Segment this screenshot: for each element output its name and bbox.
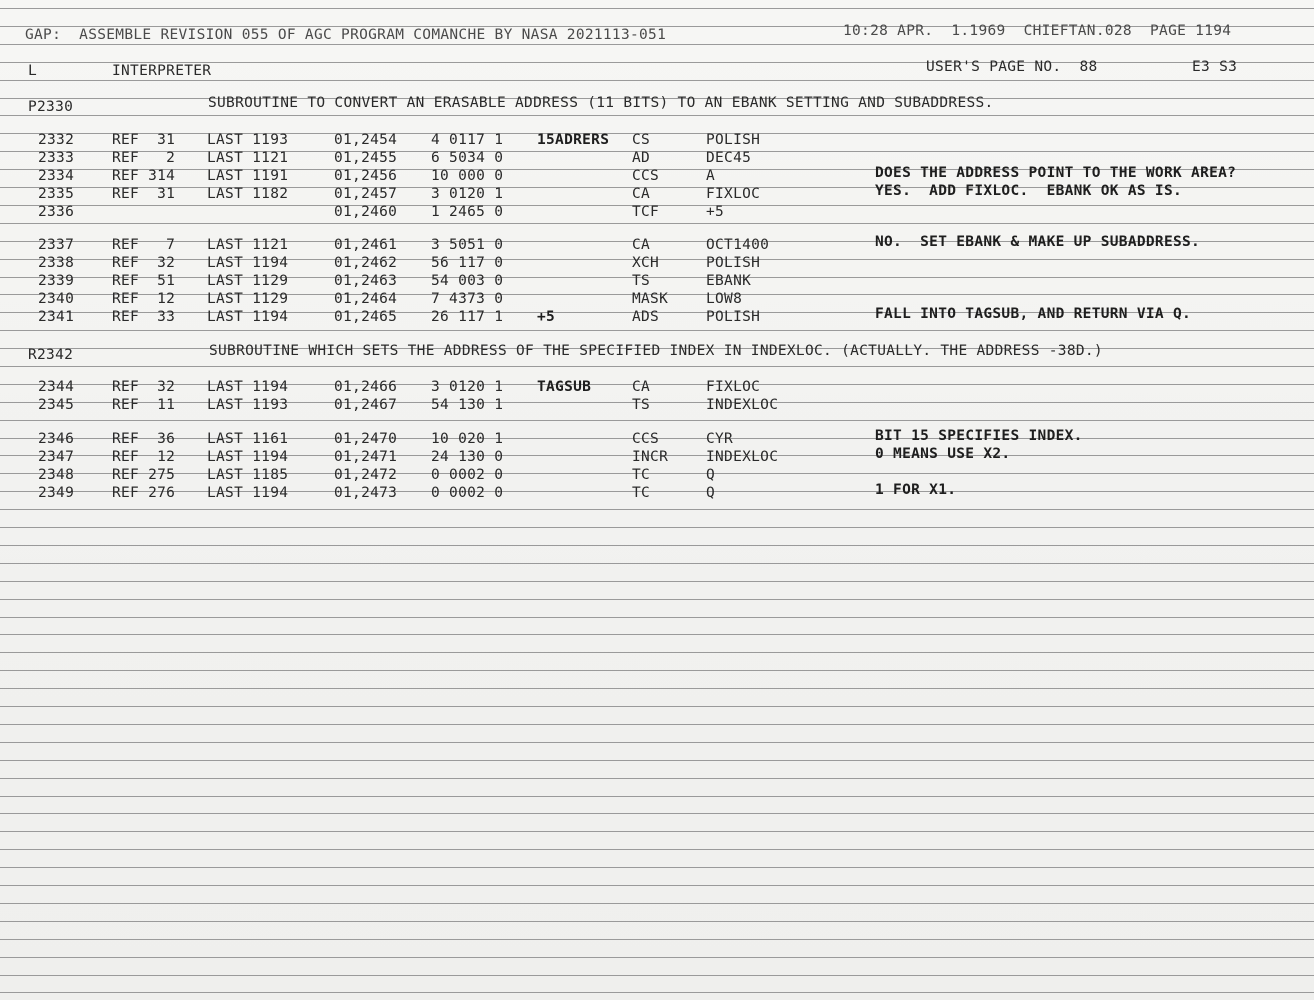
row-octal-code: 0 0002 0 <box>431 485 504 501</box>
row-octal-code: 0 0002 0 <box>431 467 504 483</box>
row-octal-code: 56 117 0 <box>431 255 504 271</box>
row-address: 01,2455 <box>334 150 398 166</box>
row-operand: DEC45 <box>706 150 752 166</box>
ruled-line <box>0 796 1314 797</box>
row-address: 01,2466 <box>334 379 398 395</box>
row-operand: INDEXLOC <box>706 449 779 465</box>
ruled-line <box>0 813 1314 814</box>
row-operand: CYR <box>706 431 734 447</box>
ruled-line <box>0 724 1314 725</box>
row-address: 01,2465 <box>334 309 398 325</box>
row-address: 01,2462 <box>334 255 398 271</box>
row-opcode: TS <box>632 273 651 289</box>
row-last: LAST 1182 <box>207 186 289 202</box>
ruled-line <box>0 634 1314 635</box>
row-address: 01,2464 <box>334 291 398 307</box>
row-opcode: INCR <box>632 449 669 465</box>
row-line-number: 2333 <box>38 150 75 166</box>
ruled-line <box>0 527 1314 528</box>
row-ref: REF 31 <box>112 132 176 148</box>
row-opcode: XCH <box>632 255 660 271</box>
row-opcode: CCS <box>632 168 660 184</box>
row-comment: YES. ADD FIXLOC. EBANK OK AS IS. <box>875 183 1183 199</box>
row-opcode: CCS <box>632 431 660 447</box>
ruled-line <box>0 885 1314 886</box>
ruled-line <box>0 133 1314 134</box>
row-opcode: CS <box>632 132 651 148</box>
row-line-number: 2346 <box>38 431 75 447</box>
row-ref: REF 31 <box>112 186 176 202</box>
header-right: 10:28 APR. 1.1969 CHIEFTAN.028 PAGE 1194 <box>843 23 1232 39</box>
row-octal-code: 1 2465 0 <box>431 204 504 220</box>
row-line-number: 2345 <box>38 397 75 413</box>
row-ref: REF 276 <box>112 485 176 501</box>
ruled-line <box>0 867 1314 868</box>
row-octal-code: 24 130 0 <box>431 449 504 465</box>
ruled-line <box>0 581 1314 582</box>
row-octal-code: 3 5051 0 <box>431 237 504 253</box>
ruled-line <box>0 849 1314 850</box>
ruled-line <box>0 420 1314 421</box>
row-line-number: 2344 <box>38 379 75 395</box>
row-ref: REF 33 <box>112 309 176 325</box>
row-opcode: TC <box>632 467 651 483</box>
row-comment: NO. SET EBANK & MAKE UP SUBADDRESS. <box>875 234 1201 250</box>
row-address: 01,2467 <box>334 397 398 413</box>
row-opcode: TC <box>632 485 651 501</box>
ruled-line <box>0 330 1314 331</box>
ruled-line <box>0 491 1314 492</box>
ruled-line <box>0 975 1314 976</box>
ruled-line <box>0 384 1314 385</box>
row-address: 01,2456 <box>334 168 398 184</box>
row-line-number: 2341 <box>38 309 75 325</box>
row-octal-code: 6 5034 0 <box>431 150 504 166</box>
row-octal-code: 3 0120 1 <box>431 186 504 202</box>
row-operand: POLISH <box>706 255 761 271</box>
row-last: LAST 1161 <box>207 431 289 447</box>
ruled-line <box>0 617 1314 618</box>
row-operand: Q <box>706 485 716 501</box>
ruled-line <box>0 939 1314 940</box>
row-comment: FALL INTO TAGSUB, AND RETURN VIA Q. <box>875 306 1192 322</box>
block2-title: SUBROUTINE WHICH SETS THE ADDRESS OF THE SPECIFIED INDEX IN INDEXLOC. (ACTUALLY. THE ADDRESS -38D.) <box>209 343 1103 359</box>
row-last: LAST 1193 <box>207 397 289 413</box>
ruled-line <box>0 8 1314 9</box>
ruled-line <box>0 760 1314 761</box>
row-operand: LOW8 <box>706 291 743 307</box>
row-octal-code: 4 0117 1 <box>431 132 504 148</box>
row-address: 01,2471 <box>334 449 398 465</box>
row-comment: DOES THE ADDRESS POINT TO THE WORK AREA? <box>875 165 1237 181</box>
ruled-line <box>0 80 1314 81</box>
row-octal-code: 26 117 1 <box>431 309 504 325</box>
row-operand: EBANK <box>706 273 752 289</box>
row-address: 01,2460 <box>334 204 398 220</box>
subheader-section: INTERPRETER <box>112 63 212 79</box>
row-ref: REF 275 <box>112 467 176 483</box>
subheader-code: L <box>28 63 38 79</box>
ruled-line <box>0 402 1314 403</box>
row-ref: REF 11 <box>112 397 176 413</box>
row-operand: POLISH <box>706 132 761 148</box>
row-line-number: 2336 <box>38 204 75 220</box>
row-label: TAGSUB <box>537 379 592 395</box>
row-line-number: 2337 <box>38 237 75 253</box>
ruled-line <box>0 151 1314 152</box>
ruled-line <box>0 277 1314 278</box>
row-octal-code: 54 130 1 <box>431 397 504 413</box>
row-operand: OCT1400 <box>706 237 770 253</box>
row-octal-code: 54 003 0 <box>431 273 504 289</box>
row-operand: +5 <box>706 204 725 220</box>
row-operand: A <box>706 168 716 184</box>
row-octal-code: 10 020 1 <box>431 431 504 447</box>
header-left: GAP: ASSEMBLE REVISION 055 OF AGC PROGRAM COMANCHE BY NASA 2021113-051 <box>25 27 667 43</box>
row-label: +5 <box>537 309 556 325</box>
subheader-tags: E3 S3 <box>1192 59 1238 75</box>
ruled-line <box>0 115 1314 116</box>
block2-id: R2342 <box>28 347 74 363</box>
row-operand: FIXLOC <box>706 379 761 395</box>
row-last: LAST 1191 <box>207 168 289 184</box>
row-last: LAST 1194 <box>207 485 289 501</box>
ruled-line <box>0 366 1314 367</box>
row-line-number: 2348 <box>38 467 75 483</box>
row-last: LAST 1194 <box>207 449 289 465</box>
ruled-line <box>0 652 1314 653</box>
ruled-line <box>0 778 1314 779</box>
row-last: LAST 1194 <box>207 379 289 395</box>
row-octal-code: 10 000 0 <box>431 168 504 184</box>
row-address: 01,2473 <box>334 485 398 501</box>
ruled-line <box>0 992 1314 993</box>
block1-id: P2330 <box>28 99 74 115</box>
row-opcode: MASK <box>632 291 669 307</box>
row-line-number: 2340 <box>38 291 75 307</box>
row-last: LAST 1194 <box>207 309 289 325</box>
row-operand: FIXLOC <box>706 186 761 202</box>
ruled-line <box>0 44 1314 45</box>
row-opcode: TS <box>632 397 651 413</box>
row-line-number: 2347 <box>38 449 75 465</box>
ruled-line <box>0 742 1314 743</box>
row-ref: REF 12 <box>112 291 176 307</box>
row-address: 01,2457 <box>334 186 398 202</box>
row-last: LAST 1121 <box>207 237 289 253</box>
row-ref: REF 2 <box>112 150 176 166</box>
row-opcode: CA <box>632 237 651 253</box>
row-ref: REF 36 <box>112 431 176 447</box>
ruled-line <box>0 706 1314 707</box>
row-last: LAST 1121 <box>207 150 289 166</box>
ruled-line <box>0 957 1314 958</box>
row-octal-code: 7 4373 0 <box>431 291 504 307</box>
ruled-line <box>0 545 1314 546</box>
row-ref: REF 12 <box>112 449 176 465</box>
row-comment: BIT 15 SPECIFIES INDEX. <box>875 428 1083 444</box>
row-ref: REF 314 <box>112 168 176 184</box>
ruled-line <box>0 509 1314 510</box>
subheader-user-page: USER'S PAGE NO. 88 <box>926 59 1098 75</box>
row-line-number: 2334 <box>38 168 75 184</box>
row-line-number: 2335 <box>38 186 75 202</box>
row-operand: POLISH <box>706 309 761 325</box>
row-last: LAST 1129 <box>207 291 289 307</box>
row-line-number: 2332 <box>38 132 75 148</box>
row-line-number: 2349 <box>38 485 75 501</box>
block1-title: SUBROUTINE TO CONVERT AN ERASABLE ADDRESS (11 BITS) TO AN EBANK SETTING AND SUBADDRESS. <box>208 95 994 111</box>
row-comment: 0 MEANS USE X2. <box>875 446 1011 462</box>
ruled-line <box>0 223 1314 224</box>
row-octal-code: 3 0120 1 <box>431 379 504 395</box>
row-address: 01,2470 <box>334 431 398 447</box>
row-address: 01,2454 <box>334 132 398 148</box>
row-last: LAST 1194 <box>207 255 289 271</box>
row-opcode: CA <box>632 379 651 395</box>
row-address: 01,2472 <box>334 467 398 483</box>
row-ref: REF 51 <box>112 273 176 289</box>
row-comment: 1 FOR X1. <box>875 482 957 498</box>
row-opcode: CA <box>632 186 651 202</box>
ruled-line <box>0 688 1314 689</box>
ruled-line <box>0 831 1314 832</box>
row-last: LAST 1185 <box>207 467 289 483</box>
row-opcode: TCF <box>632 204 660 220</box>
row-last: LAST 1129 <box>207 273 289 289</box>
row-ref: REF 32 <box>112 379 176 395</box>
row-ref: REF 32 <box>112 255 176 271</box>
ruled-line <box>0 670 1314 671</box>
row-operand: Q <box>706 467 716 483</box>
ruled-line <box>0 473 1314 474</box>
ruled-line <box>0 903 1314 904</box>
ruled-line <box>0 599 1314 600</box>
row-opcode: ADS <box>632 309 660 325</box>
row-operand: INDEXLOC <box>706 397 779 413</box>
row-line-number: 2339 <box>38 273 75 289</box>
row-label: 15ADRERS <box>537 132 610 148</box>
row-ref: REF 7 <box>112 237 176 253</box>
row-line-number: 2338 <box>38 255 75 271</box>
row-address: 01,2463 <box>334 273 398 289</box>
ruled-line <box>0 563 1314 564</box>
row-address: 01,2461 <box>334 237 398 253</box>
ruled-line <box>0 921 1314 922</box>
row-opcode: AD <box>632 150 651 166</box>
row-last: LAST 1193 <box>207 132 289 148</box>
